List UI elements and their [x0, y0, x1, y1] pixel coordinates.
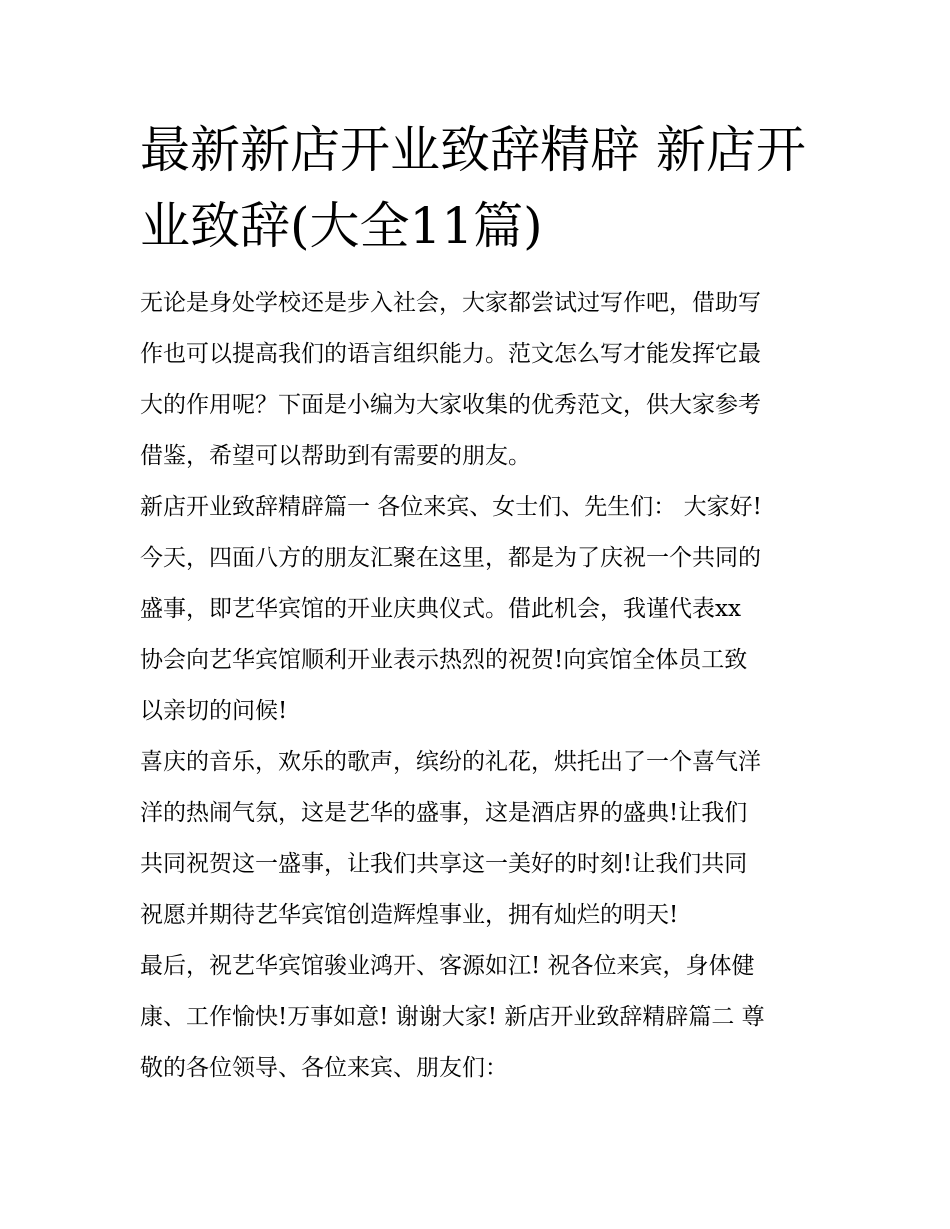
body-line: 今天，四面八方的朋友汇聚在这里，都是为了庆祝一个共同的 — [140, 545, 761, 571]
body-line: 无论是身处学校还是步入社会，大家都尝试过写作吧，借助写 — [140, 290, 761, 316]
body-line: 盛事，即艺华宾馆的开业庆典仪式。借此机会，我谨代表xx — [140, 596, 741, 622]
body-line: 共同祝贺这一盛事，让我们共享这一美好的时刻!让我们共同 — [140, 851, 748, 877]
body-line: 康、工作愉快!万事如意! 谢谢大家! 新店开业致辞精辟篇二 尊 — [140, 1004, 765, 1030]
body-line: 借鉴，希望可以帮助到有需要的朋友。 — [140, 443, 531, 469]
body-line: 祝愿并期待艺华宾馆创造辉煌事业，拥有灿烂的明天! — [140, 902, 679, 928]
body-line: 协会向艺华宾馆顺利开业表示热烈的祝贺!向宾馆全体员工致 — [140, 647, 748, 673]
body-line: 最后，祝艺华宾馆骏业鸿开、客源如江! 祝各位来宾，身体健 — [140, 953, 755, 979]
title-line-1: 最新新店开业致辞精辟 新店开 — [140, 121, 806, 179]
body-line: 以亲切的问候! — [140, 698, 288, 724]
body-line: 大的作用呢？下面是小编为大家收集的优秀范文，供大家参考 — [140, 392, 761, 418]
body-line: 喜庆的音乐，欢乐的歌声，缤纷的礼花，烘托出了一个喜气洋 — [140, 749, 761, 775]
body-line: 洋的热闹气氛，这是艺华的盛事，这是酒店界的盛典!让我们 — [140, 800, 748, 826]
document-title — [140, 112, 820, 264]
title-line-2: 业致辞(大全11篇) — [140, 197, 543, 255]
document-body — [140, 278, 820, 1094]
body-line: 作也可以提高我们的语言组织能力。范文怎么写才能发挥它最 — [140, 341, 761, 367]
body-line: 新店开业致辞精辟篇一 各位来宾、女士们、先生们： 大家好! — [140, 494, 762, 520]
body-line: 敬的各位领导、各位来宾、朋友们： — [140, 1055, 508, 1081]
